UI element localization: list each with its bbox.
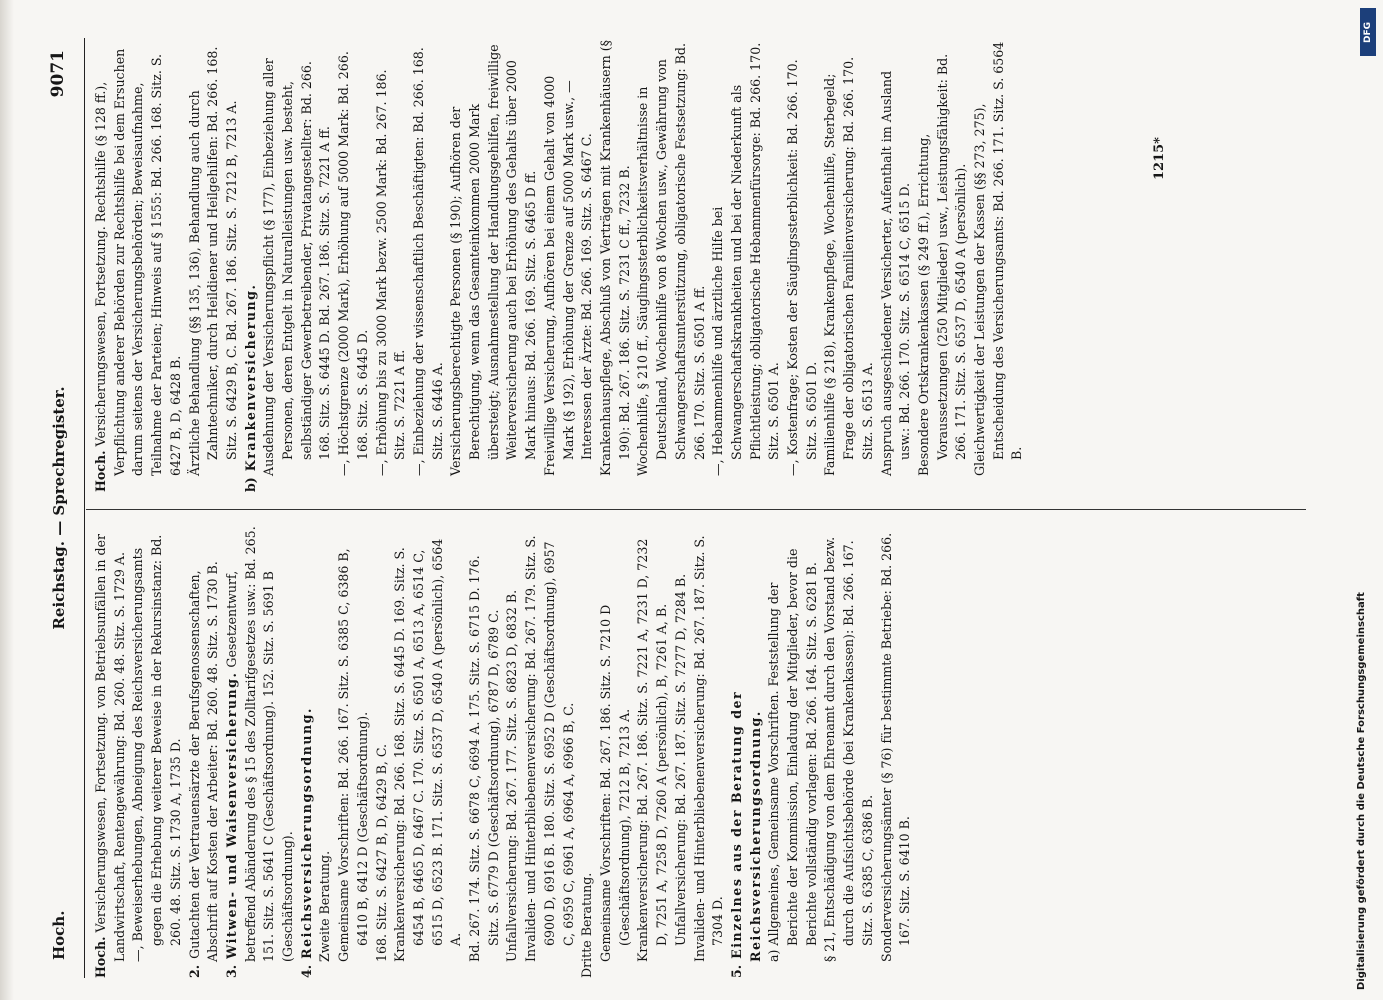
entry-text: Versicherungswesen, Fortsetzung. von Betriebsunfällen in der Landwirtschaft, Rentengewährung: Bd. 260. 48. Sitz. S. 1729 A.: [93, 534, 127, 962]
entry: [242, 40, 261, 492]
entry: Sonderversicherungsämter (§ 76) für bestimmte Betriebe: Bd. 266. 167. Sitz. S. 6410 B.: [878, 532, 913, 962]
entry: Freiwillige Versicherung, Aufhören bei einem Gehalt von 4000 Mark (§ 192), Erhöhung der Grenze auf 5000 Mark usw., — Interessen der Ärzte: Bd. 266. 169. Sitz. S. 6467 C.: [541, 75, 595, 476]
entry: Dritte Beratung.: [579, 872, 595, 978]
entry: Wochenhilfe, § 210 ff., Säuglingssterblichkeitsverhältnisse in Deutschland, Wochenhilfe von 8 Wochen usw., Gewährung von Schwangerschaftsunterstützung, obligatorische Festsetzung: Bd. 266. 170. Sitz. S. 6501 A ff.: [635, 43, 707, 476]
right-column: [92, 40, 1317, 492]
header-rule: [84, 38, 85, 978]
entry-number: 4.: [298, 964, 314, 978]
dfg-logo: DFG: [1360, 8, 1376, 56]
entry-head: Reichsversicherungsordnung.: [298, 707, 314, 959]
entry-head: Einzelnes aus der Beratung der Reichsversicherungsordnung.: [728, 690, 763, 962]
entry: —, Hebammenhilfe und ärztliche Hilfe bei Schwangerschaftskrankheiten und bei der Niederkunft als Pflichtleistung; obligatorische Hebammenfürsorge: Bd. 266. 170. Sitz. S. 6501 A.: [710, 42, 782, 476]
page-header: [40, 38, 84, 978]
entry-head: Hoch.: [93, 936, 108, 978]
entry: Anspruch ausgeschiedener Versicherter, Aufenthalt im Ausland usw.: Bd. 266. 170. Sitz. S. 6514 C, 6515 D.: [878, 70, 913, 476]
entry: Unfallversicherung: Bd. 267. 177. Sitz. S. 6823 D, 6832 B.: [504, 589, 520, 962]
entry: Bd. 267. 174. Sitz. S. 6678 C, 6694 A. 175. Sitz. S. 6715 D. 176. Sitz. S. 6779 D (Geschäftsordnung), 6787 D, 6789 C.: [467, 555, 501, 962]
entry: Familienhilfe (§ 218), Krankenpflege, Wochenhilfe, Sterbegeld; Frage der obligatorischen Familienversicherung: Bd. 266. 170. Sitz. S. 6513 A.: [822, 56, 875, 476]
entry-head: Krankenversicherung.: [242, 283, 258, 472]
entry: § 21, Entschädigung von dem Ehrenamt durch den Vorstand bezw. durch die Aufsichtsbehörde (bei Krankenkassen): Bd. 266. 167. Sitz. S. 6385 C, 6386 B.: [822, 536, 875, 962]
entry: Gleichwertigkeit der Leistungen der Kassen (§§ 273, 275), Entscheidung des Versicherungsamts: Bd. 266. 171. Sitz. S. 6564 B.: [972, 41, 1025, 476]
entry-head: Witwen- und Waisenversicherung.: [223, 671, 239, 959]
entry: Krankenversicherung: Bd. 267. 186. Sitz. S. 7221 A, 7231 D, 7232 D, 7251 A, 7258 D, 7260 A (persönlich), B, 7261 A, B. Unfallversicherung: Bd. 267. 187. Sitz. S. 7277 D, 7284 B.: [635, 538, 688, 962]
entry: —, Erhöhung bis zu 3000 Mark bezw. 2500 Mark: Bd. 267. 186. Sitz. S. 7221 A ff.: [373, 69, 408, 476]
entry: [728, 526, 765, 978]
entry: [186, 526, 223, 978]
entry: Zweite Beratung.: [317, 850, 333, 962]
entry: [223, 526, 298, 978]
header-left: Hoch.: [50, 910, 68, 960]
page-number: 9071: [48, 50, 68, 98]
entry: Krankenversicherung: Bd. 266. 168. Sitz. S. 6445 D. 169. Sitz. S. 6454 B, 6465 D, 6467 C. 170. Sitz. S. 6501 A, 6513 A, 6514 C, 6515 D, 6523 B. 171. Sitz. S. 6537 D, 6540 A (persönlich), 6564 A.: [392, 538, 464, 962]
digitization-note: Digitalisierung gefördert durch die Deutsche Forschungsgemeinschaft: [1356, 592, 1367, 990]
entry: Ärztliche Behandlung (§§ 135, 136), Behandlung auch durch Zahntechniker, durch Heildiener und Heilgehilfen: Bd. 266. 168. Sitz. S. 6429 B, C. Bd. 267. 186. Sitz. S. 7212 B, 7213 A.: [186, 46, 239, 476]
entry: [298, 526, 317, 978]
entry: Gemeinsame Vorschriften: Bd. 267. 186. Sitz. S. 7210 D (Geschäftsordnung), 7212 B, 7213 A.: [597, 604, 632, 962]
entry: Ausdehnung der Versicherungspflicht (§ 177), Einbeziehung aller Personen, deren Entgelt in Naturalleistungen usw. besteht, selbständiger Gewerbetreibender, Privatangestellter: Bd. 266. 168. Sitz. S. 6445 D. Bd. 267. 186. Sitz. S. 7221 A ff.: [261, 58, 333, 476]
entry: a) Allgemeines, Gemeinsame Vorschriften. Feststellung der Berichte der Kommission, Einladung der Mitglieder, bevor die Berichte vollständig vorlagen: Bd. 266. 164. Sitz. S. 6281 B.: [766, 548, 819, 962]
entry-number: b): [242, 477, 258, 492]
left-column: [92, 526, 1317, 978]
entry-text: Gesetzentwurf, betreffend Abänderung des § 15 des Zolltarifgesetzes usw.: Bd. 265. 151. Sitz. S. 5641 C (Geschäftsordnung). 152. Sitz. S. 5691 B (Geschäftsordnung).: [223, 526, 296, 962]
entry-number: 5.: [728, 964, 744, 978]
column-rule: [86, 509, 1306, 510]
entry: Besondere Ortskrankenkassen (§ 249 ff.), Errichtung, Voraussetzungen (250 Mitglieder) usw., Leistungsfähigkeit: Bd. 266. 171. Sitz. S. 6537 D, 6540 A (persönlich).: [915, 53, 969, 476]
entry: Gemeinsame Vorschriften: Bd. 266. 167. Sitz. S. 6385 C, 6386 B, 6410 B, 6412 D (Geschäftsordnung).: [336, 548, 370, 962]
entry-number: 3.: [223, 964, 239, 978]
rotated-page-content: [40, 38, 1330, 978]
entry: [92, 40, 186, 492]
entry-head: Hoch.: [93, 450, 108, 492]
entry: [92, 526, 129, 978]
entry: Invaliden- und Hinterbliebenenversicherung: Bd. 267. 187. Sitz. S. 7304 D.: [691, 535, 726, 962]
footer-signature: 1215*: [1152, 137, 1167, 180]
entry: —, Kostenfrage; Kosten der Säuglingssterblichkeit: Bd. 266. 170. Sitz. S. 6501 D.: [785, 59, 819, 476]
entry: Versicherungsberechtigte Personen (§ 190); Aufhören der Berechtigung, wenn das Gesamteinkommen 2000 Mark übersteigt; Ausnahmestellung der Handlungsgehilfen, freiwillige Weiterversicherung auch bei Erhöhung des Gehalts über 2000 Mark hinaus: Bd. 266. 169. Sitz. S. 6465 D ff.: [448, 44, 539, 476]
entry-text: Gutachten der Vertrauensärzte der Berufsgenossenschaften, Abschrift auf Kosten der Arbeiter: Bd. 260. 48. Sitz. S. 1730 B.: [186, 561, 221, 962]
entry: 168. Sitz. S. 6427 B, D, 6429 B, C.: [373, 743, 389, 962]
entry: Krankenhauspflege, Abschluß von Verträgen mit Krankenhäusern (§ 190): Bd. 267. 186. Sitz. S. 7231 C ff., 7232 B.: [597, 40, 632, 476]
entry: —, Einbeziehung der wissenschaftlich Beschäftigten: Bd. 266. 168. Sitz. S. 6446 A.: [410, 47, 445, 476]
entry: —, Beweiserhebungen, Abneigung des Reichsversicherungsamts gegen die Erhebung weiterer Beweise in der Rekursinstanz: Bd. 260. 48. Sitz. S. 1730 A, 1735 D.: [130, 534, 183, 962]
entry-number: 2.: [186, 964, 202, 978]
entry-text: Versicherungswesen, Fortsetzung. Rechtshilfe (§ 128 ff.), Verpflichtung anderer Behörden zur Rechtshilfe bei dem Ersuchen darum seitens der Versicherungsbehörden; Beweisaufnahme, Teilnahme der Parteien; Hinweis auf § 1555: Bd. 266. 168. Sitz. S. 6427 B, D, 6428 B.: [93, 48, 183, 476]
entry: Invaliden- und Hinterbliebenenversicherung: Bd. 267. 179. Sitz. S. 6900 D, 6916 B. 180. Sitz. S. 6952 D (Geschäftsordnung), 6957 C, 6959 C, 6961 A, 6964 A, 6966 B, C.: [523, 535, 576, 962]
entry: —, Höchstgrenze (2000 Mark), Erhöhung auf 5000 Mark: Bd. 266. 168. Sitz. S. 6445 D.: [336, 51, 370, 476]
header-center: Reichstag. — Sprechregister.: [50, 386, 68, 630]
